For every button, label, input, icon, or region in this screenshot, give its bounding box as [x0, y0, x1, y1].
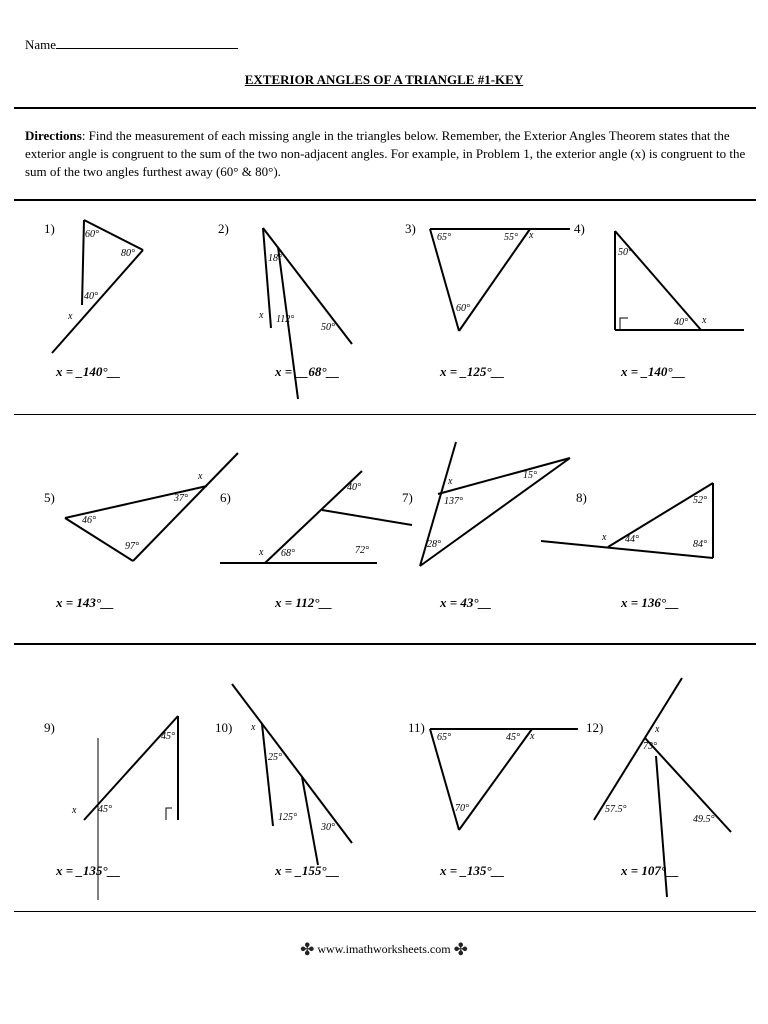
website-link[interactable]: www.imathworksheets.com	[317, 941, 451, 956]
answer-text: x = 112°__	[275, 595, 333, 610]
directions-text: : Find the measurement of each missing angle in the triangles below. Remember, the Exterior Angles Theorem states that the exterior angle is congruent to the sum of the two non-adjacent angles. For example, in Problem 1, the exterior angle (x) is congruent to the sum of the two angles furthest away (60° & 80°).	[25, 128, 746, 179]
angle-label: 72°	[355, 545, 369, 556]
angle-label: 18°	[268, 253, 282, 264]
problem-6-figure	[220, 471, 412, 563]
angle-label: 84°	[693, 539, 707, 550]
problem-number: 11)	[408, 720, 425, 735]
problem-number: 12)	[586, 720, 604, 735]
angle-label: x	[602, 532, 607, 543]
angle-label: 50°	[321, 322, 335, 333]
angle-label: x	[529, 230, 534, 241]
angle-label: 55°	[504, 232, 518, 243]
answer-text: x = 107°__	[621, 863, 680, 878]
angle-label: 50°	[618, 247, 632, 258]
name-label: Name	[25, 37, 57, 52]
angle-label: 60°	[456, 303, 470, 314]
angle-label: 45°	[98, 804, 112, 815]
answer-text: x = 136°__	[621, 595, 680, 610]
problem-number: 7)	[402, 490, 413, 505]
angle-label: 45°	[506, 732, 520, 743]
angle-label: 112°	[276, 314, 295, 325]
angle-label: x	[530, 731, 535, 742]
footer	[0, 940, 768, 960]
angle-label: x	[702, 315, 707, 326]
directions-lead: Directions	[25, 128, 82, 143]
problem-number: 10)	[215, 720, 233, 735]
problem-number: 1)	[44, 221, 55, 236]
worksheet-title: EXTERIOR ANGLES OF A TRIANGLE #1-KEY	[244, 72, 524, 87]
answer-text: x = _135°__	[56, 863, 121, 878]
angle-label: 25°	[268, 752, 282, 763]
problem-10-figure	[232, 684, 352, 865]
problem-4-figure	[615, 231, 744, 330]
angle-label: 40°	[84, 291, 98, 302]
answer-text: x = 143°__	[56, 595, 115, 610]
angle-label: 60°	[85, 229, 99, 240]
angle-label: 30°	[321, 822, 335, 833]
angle-label: 57.5°	[605, 804, 627, 815]
problem-number: 2)	[218, 221, 229, 236]
problem-3-figure	[430, 229, 570, 331]
angle-label: 52°	[693, 495, 707, 506]
problem-5-figure	[65, 453, 238, 561]
angle-label: 70°	[455, 803, 469, 814]
angle-label: 65°	[437, 732, 451, 743]
angle-label: x	[198, 471, 203, 482]
answer-text: x = _135°__	[440, 863, 505, 878]
angle-label: x	[251, 722, 256, 733]
angle-label: 45°	[161, 731, 175, 742]
angle-label: x	[72, 805, 77, 816]
problem-number: 3)	[405, 221, 416, 236]
angle-label: x	[259, 310, 264, 321]
angle-label: 37°	[174, 493, 188, 504]
angle-label: x	[259, 547, 264, 558]
angle-label: 97°	[125, 541, 139, 552]
problem-8-figure	[541, 483, 713, 558]
clover-icon: ✤	[453, 940, 468, 959]
angle-label: x	[68, 311, 73, 322]
angle-label: 65°	[437, 232, 451, 243]
angle-label: 15°	[523, 470, 537, 481]
problem-number: 8)	[576, 490, 587, 505]
problem-number: 9)	[44, 720, 55, 735]
problem-7-figure	[420, 442, 570, 566]
angle-label: 46°	[82, 515, 96, 526]
clover-icon: ✤	[300, 940, 315, 959]
angle-label: 137°	[444, 496, 463, 507]
angle-label: 125°	[278, 812, 297, 823]
problem-number: 6)	[220, 490, 231, 505]
problem-number: 5)	[44, 490, 55, 505]
answer-text: x = 43°__	[440, 595, 492, 610]
angle-label: 73°	[643, 741, 657, 752]
angle-label: 80°	[121, 248, 135, 259]
angle-label: 40°	[347, 482, 361, 493]
answer-text: x = _125°__	[440, 364, 505, 379]
problem-11-figure	[430, 729, 578, 830]
angle-label: 40°	[674, 317, 688, 328]
angle-label: x	[448, 476, 453, 487]
answer-text: x = _155°__	[275, 863, 340, 878]
angle-label: 68°	[281, 548, 295, 559]
answer-text: x = _140°__	[621, 364, 686, 379]
answer-text: x = _140°__	[56, 364, 121, 379]
angle-label: 44°	[625, 534, 639, 545]
angle-label: x	[655, 724, 660, 735]
problem-number: 4)	[574, 221, 585, 236]
angle-label: 49.5°	[693, 814, 715, 825]
answer-text: x = __68°__	[275, 364, 340, 379]
angle-label: 28°	[427, 539, 441, 550]
